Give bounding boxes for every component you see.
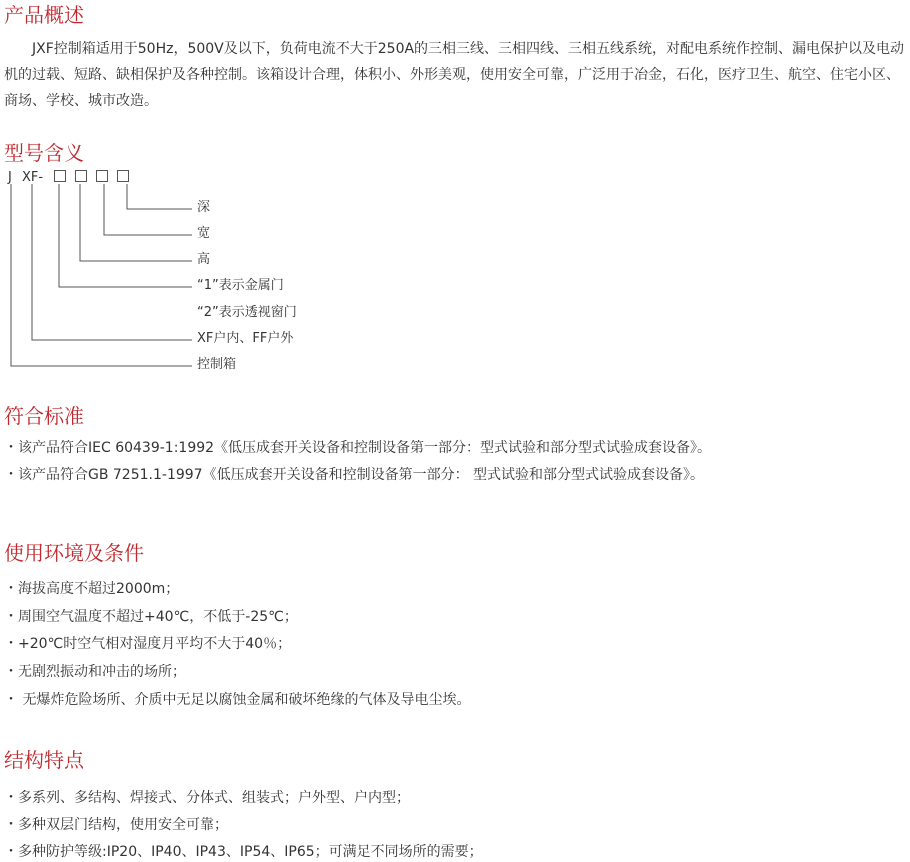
structure-item: ・多种双层门结构，使用安全可靠；	[4, 817, 228, 833]
standard-item: ・该产品符合IEC 60439-1:1992《低压成套开关设备和控制设备第一部分：型式试验和部分型式试验成套设备》。	[4, 440, 712, 456]
model-code-tree	[0, 0, 200, 380]
standard-item: ・该产品符合GB 7251.1-1997《低压成套开关设备和控制设备第一部分： 型式试验和部分型式试验成套设备》。	[4, 467, 705, 483]
section-title-overview: 产品概述	[4, 3, 84, 27]
tree-line-box	[11, 184, 192, 366]
model-label-height: 高	[197, 252, 211, 267]
tree-line-height	[80, 184, 192, 261]
environment-item: ・海拔高度不超过2000m；	[4, 581, 180, 597]
section-title-structure: 结构特点	[4, 748, 84, 772]
model-label-control-box: 控制箱	[197, 357, 237, 372]
environment-item: ・+20℃时空气相对湿度月平均不大于40％；	[4, 636, 292, 652]
model-label-depth: 深	[197, 200, 211, 215]
model-code-j: J	[8, 170, 12, 185]
section-title-environment: 使用环境及条件	[4, 541, 144, 565]
tree-line-depth	[127, 184, 192, 209]
model-code-xf: XF-	[22, 170, 44, 185]
model-label-metal-door: “1”表示金属门	[197, 278, 284, 293]
environment-item: ・无剧烈振动和冲击的场所；	[4, 664, 186, 680]
model-label-indoor-outdoor: XF户内、FF户外	[197, 331, 294, 346]
environment-item: ・ 无爆炸危险场所、介质中无足以腐蚀金属和破坏绝缘的气体及导电尘埃。	[4, 692, 471, 708]
model-label-width: 宽	[197, 226, 211, 241]
section-title-model: 型号含义	[4, 141, 84, 165]
structure-item: ・多种防护等级:IP20、IP40、IP43、IP54、IP65；可满足不同场所的需要；	[4, 844, 483, 860]
tree-line-xf	[32, 184, 192, 340]
model-label-window-door: “2”表示透视窗门	[197, 305, 297, 320]
overview-paragraph: JXF控制箱适用于50Hz，500V及以下，负荷电流不大于250A的三相三线、三相四线、三相五线系统，对配电系统作控制、漏电保护以及电动机的过载、短路、缺相保护及各种控制。该箱设计合理，体积小、外形美观，使用安全可靠，广泛用于冶金，石化，医疗卫生、航空、住宅小区、商场、学校、城市改造。	[4, 41, 905, 109]
section-title-standards: 符合标准	[4, 404, 84, 428]
environment-item: ・周围空气温度不超过+40℃，不低于-25℃；	[4, 609, 298, 625]
structure-item: ・多系列、多结构、焊接式、分体式、组装式；户外型、户内型；	[4, 790, 410, 806]
